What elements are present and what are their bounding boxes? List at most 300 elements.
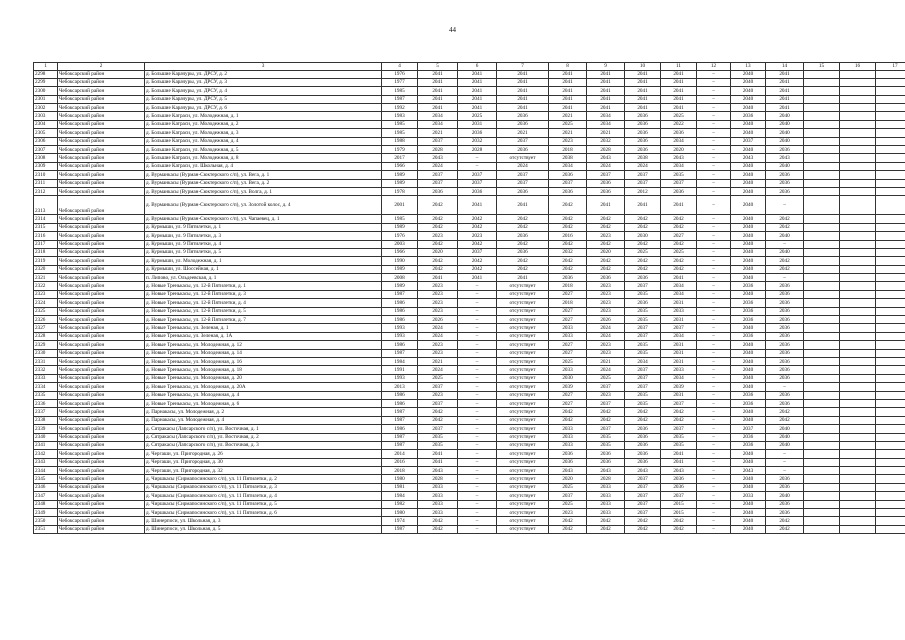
col-11-cell: 2042 — [661, 416, 697, 424]
empty-cell — [876, 248, 905, 256]
table-row — [34, 179, 905, 187]
address-cell: д. Сятракасы (Лапсарского с/п), ул. Восточная, д. 1 — [145, 425, 382, 433]
district-cell: Чебоксарский район — [58, 399, 145, 407]
address-cell: д. Вурманкасы (Вурман-Сюктерского с/п), ул. Золотой колос, д. 4 — [145, 196, 382, 215]
col-5-cell: 2041 — [418, 70, 458, 78]
col-5-cell: 2023 — [418, 349, 458, 357]
col-9-cell: 2023 — [587, 349, 625, 357]
address-cell: д. Курмыши, ул. Шоссейная, д. 1 — [145, 265, 382, 273]
empty-cell — [804, 416, 840, 424]
col-12-cell: – — [697, 104, 731, 112]
col-13-cell: 2040 — [731, 223, 766, 231]
year-built-cell: 1981 — [382, 483, 418, 491]
col-8-cell: 2027 — [549, 349, 587, 357]
empty-cell — [804, 95, 840, 103]
col-14-cell: 2036 — [766, 316, 804, 324]
empty-cell — [840, 232, 876, 240]
address-cell: д. Большие Катраси, ул. Молодежная, д. 1 — [145, 112, 382, 120]
col-12-cell: – — [697, 332, 731, 340]
col-14-cell: 2040 — [766, 120, 804, 128]
row-number-cell: 2324 — [34, 299, 58, 307]
col-8-cell: 2041 — [549, 78, 587, 86]
col-10-cell: 2025 — [625, 248, 661, 256]
col-11-cell: 2042 — [661, 223, 697, 231]
col-5-cell: 2023 — [418, 391, 458, 399]
address-cell: д. Большие Карачуры, ул. ДРСУ, д. 6 — [145, 104, 382, 112]
col-7-cell: 2021 — [497, 129, 549, 137]
col-7-cell: 2042 — [497, 215, 549, 223]
col-13-cell: 2037 — [731, 137, 766, 145]
col-8-cell: 2038 — [549, 154, 587, 162]
col-7-cell: отсутствует — [497, 299, 549, 307]
address-cell: д. Чиршкасы (Сирмапосинского с/п), ул. 11 Пятилетки, д. 6 — [145, 509, 382, 517]
empty-cell — [804, 146, 840, 154]
col-13-cell: 2036 — [731, 332, 766, 340]
empty-cell — [840, 341, 876, 349]
col-5-cell: 2041 — [418, 274, 458, 282]
col-6-cell: – — [458, 475, 497, 483]
empty-cell — [876, 215, 905, 223]
year-built-cell: 1983 — [382, 112, 418, 120]
district-cell: Чебоксарский район — [58, 265, 145, 273]
empty-cell — [840, 129, 876, 137]
empty-cell — [876, 433, 905, 441]
year-built-cell: 1986 — [382, 391, 418, 399]
table-row — [34, 467, 905, 475]
row-number-cell: 2351 — [34, 525, 58, 533]
empty-cell — [876, 483, 905, 491]
col-11-cell: 2042 — [661, 265, 697, 273]
row-number-cell: 2342 — [34, 450, 58, 458]
empty-cell — [804, 257, 840, 265]
empty-cell — [876, 265, 905, 273]
col-11-cell: 2035 — [661, 433, 697, 441]
col-11-cell: 2034 — [661, 332, 697, 340]
address-cell: д. Вурманкасы (Вурман-Сюктерского с/п), ул. Чапаевец, д. 1 — [145, 215, 382, 223]
address-cell: д. Новые Тренькасы, ул. 12-й Пятилетки, д. 4 — [145, 299, 382, 307]
col-7-cell: отсутствует — [497, 458, 549, 466]
district-cell: Чебоксарский район — [58, 196, 145, 215]
col-13-cell: 2043 — [731, 467, 766, 475]
empty-cell — [840, 349, 876, 357]
district-cell: Чебоксарский район — [58, 70, 145, 78]
empty-cell — [840, 324, 876, 332]
col-10-cell: 2030 — [625, 232, 661, 240]
col-13-cell: 2036 — [731, 391, 766, 399]
empty-cell — [804, 299, 840, 307]
col-11-cell: 2037 — [661, 492, 697, 500]
col-14-cell: 2036 — [766, 324, 804, 332]
empty-cell — [840, 425, 876, 433]
col-6-cell: 2042 — [458, 223, 497, 231]
empty-cell — [840, 257, 876, 265]
col-11-cell: 2015 — [661, 500, 697, 508]
col-11-cell: 2022 — [661, 120, 697, 128]
col-5-cell: 2036 — [418, 187, 458, 195]
col-8-cell: 2037 — [549, 492, 587, 500]
col-6-cell: 2025 — [458, 112, 497, 120]
address-cell: д. Курмыши, ул. 9 Пятилетки, д. 4 — [145, 240, 382, 248]
col-7-cell: отсутствует — [497, 433, 549, 441]
col-11-cell: 2041 — [661, 458, 697, 466]
table-row — [34, 187, 905, 195]
col-8-cell: 2018 — [549, 299, 587, 307]
col-10-cell: 2036 — [625, 112, 661, 120]
col-9-cell: 2026 — [587, 316, 625, 324]
col-6-cell: 2042 — [458, 257, 497, 265]
col-13-cell: 2040 — [731, 120, 766, 128]
col-12-cell: – — [697, 374, 731, 382]
empty-cell — [840, 358, 876, 366]
district-cell: Чебоксарский район — [58, 87, 145, 95]
table-row — [34, 196, 905, 215]
col-9-cell: 2042 — [587, 416, 625, 424]
address-cell: д. Новые Тренькасы, ул. Молодежная, д. 12 — [145, 341, 382, 349]
col-14-cell: 2042 — [766, 517, 804, 525]
col-8-cell: 2023 — [549, 509, 587, 517]
col-13-cell: 2040 — [731, 78, 766, 86]
empty-cell — [804, 112, 840, 120]
col-13-cell: 2036 — [731, 316, 766, 324]
district-cell: Чебоксарский район — [58, 146, 145, 154]
empty-cell — [840, 416, 876, 424]
empty-cell — [840, 517, 876, 525]
address-cell: д. Новые Тренькасы, ул. 12-й Пятилетки, д. 1 — [145, 282, 382, 290]
district-cell: Чебоксарский район — [58, 467, 145, 475]
col-14-cell: 2040 — [766, 162, 804, 170]
col-9-cell: 2036 — [587, 450, 625, 458]
column-number-cell: 1 — [34, 63, 58, 71]
col-7-cell: 2036 — [497, 232, 549, 240]
col-13-cell: 2033 — [731, 492, 766, 500]
col-8-cell: 2039 — [549, 383, 587, 391]
empty-cell — [876, 146, 905, 154]
col-5-cell: 2026 — [418, 316, 458, 324]
year-built-cell: 1987 — [382, 525, 418, 533]
empty-cell — [876, 120, 905, 128]
col-13-cell: 2040 — [731, 517, 766, 525]
empty-cell — [804, 162, 840, 170]
row-number-cell: 2307 — [34, 146, 58, 154]
year-built-cell: 1993 — [382, 324, 418, 332]
empty-cell — [804, 475, 840, 483]
col-10-cell: 2036 — [625, 450, 661, 458]
address-cell: д. Новые Тренькасы, ул. Зеленая, д. 1А — [145, 332, 382, 340]
empty-cell — [804, 240, 840, 248]
col-11-cell: 2034 — [661, 162, 697, 170]
empty-cell — [840, 215, 876, 223]
col-12-cell: – — [697, 120, 731, 128]
empty-cell — [876, 154, 905, 162]
col-9-cell: 2033 — [587, 492, 625, 500]
col-7-cell: отсутствует — [497, 316, 549, 324]
col-7-cell: отсутствует — [497, 408, 549, 416]
col-5-cell: 2043 — [418, 154, 458, 162]
col-14-cell: 2041 — [766, 70, 804, 78]
table-row — [34, 70, 905, 78]
address-cell: д. Курмыши, ул. 9 Пятилетки, д. 1 — [145, 223, 382, 231]
district-cell: Чебоксарский район — [58, 458, 145, 466]
col-7-cell: 2042 — [497, 240, 549, 248]
col-7-cell: отсутствует — [497, 332, 549, 340]
col-13-cell: 2040 — [731, 408, 766, 416]
year-built-cell: 1986 — [382, 299, 418, 307]
district-cell: Чебоксарский район — [58, 525, 145, 533]
col-6-cell: – — [458, 391, 497, 399]
year-built-cell: 2013 — [382, 383, 418, 391]
col-12-cell: – — [697, 467, 731, 475]
col-11-cell: 2037 — [661, 179, 697, 187]
column-number-cell: 14 — [766, 63, 804, 71]
year-built-cell: 1987 — [382, 290, 418, 298]
col-13-cell: 2040 — [731, 187, 766, 195]
empty-cell — [876, 500, 905, 508]
district-cell: Чебоксарский район — [58, 332, 145, 340]
col-5-cell: 2023 — [418, 307, 458, 315]
table-row — [34, 458, 905, 466]
col-5-cell: 2024 — [418, 366, 458, 374]
col-6-cell: 2032 — [458, 137, 497, 145]
col-8-cell: 2018 — [549, 282, 587, 290]
col-6-cell: 2037 — [458, 179, 497, 187]
column-number-cell: 7 — [497, 63, 549, 71]
col-5-cell: 2042 — [418, 215, 458, 223]
col-10-cell: 2036 — [625, 120, 661, 128]
table-row — [34, 282, 905, 290]
col-14-cell: 2036 — [766, 282, 804, 290]
table-row — [34, 509, 905, 517]
empty-cell — [876, 475, 905, 483]
table-row — [34, 78, 905, 86]
col-11-cell: 2035 — [661, 171, 697, 179]
year-built-cell: 2017 — [382, 154, 418, 162]
table-row — [34, 137, 905, 145]
col-11-cell: 2036 — [661, 187, 697, 195]
col-8-cell: 2025 — [549, 500, 587, 508]
row-number-cell: 2301 — [34, 95, 58, 103]
row-number-cell: 2304 — [34, 120, 58, 128]
col-12-cell: – — [697, 475, 731, 483]
district-cell: Чебоксарский район — [58, 240, 145, 248]
empty-cell — [804, 458, 840, 466]
col-6-cell: – — [458, 517, 497, 525]
empty-cell — [804, 408, 840, 416]
col-14-cell: 2042 — [766, 525, 804, 533]
year-built-cell: 1985 — [382, 87, 418, 95]
empty-cell — [840, 509, 876, 517]
col-9-cell: 2034 — [587, 120, 625, 128]
empty-cell — [840, 399, 876, 407]
year-built-cell: 1977 — [382, 78, 418, 86]
col-8-cell: 2025 — [549, 483, 587, 491]
col-11-cell: 2020 — [661, 146, 697, 154]
empty-cell — [876, 95, 905, 103]
table-row — [34, 349, 905, 357]
col-14-cell: 2040 — [766, 112, 804, 120]
row-number-cell: 2319 — [34, 257, 58, 265]
col-8-cell: 2033 — [549, 366, 587, 374]
col-13-cell: 2040 — [731, 324, 766, 332]
col-8-cell: 2021 — [549, 129, 587, 137]
col-12-cell: – — [697, 129, 731, 137]
empty-cell — [876, 467, 905, 475]
col-7-cell: отсутствует — [497, 366, 549, 374]
row-number-cell: 2302 — [34, 104, 58, 112]
table-row — [34, 290, 905, 298]
table-row — [34, 120, 905, 128]
empty-cell — [840, 154, 876, 162]
district-cell: Чебоксарский район — [58, 248, 145, 256]
column-number-cell: 11 — [661, 63, 697, 71]
empty-cell — [804, 265, 840, 273]
col-6-cell: – — [458, 299, 497, 307]
col-5-cell: 2024 — [418, 324, 458, 332]
col-7-cell: отсутствует — [497, 290, 549, 298]
col-14-cell: 2036 — [766, 187, 804, 195]
col-5-cell: 2043 — [418, 467, 458, 475]
col-12-cell: – — [697, 391, 731, 399]
col-9-cell: 2036 — [587, 187, 625, 195]
col-5-cell: 2023 — [418, 290, 458, 298]
col-10-cell: 2037 — [625, 383, 661, 391]
empty-cell — [876, 492, 905, 500]
address-cell: д. Новые Тренькасы, ул. Молодежная, д. 4 — [145, 391, 382, 399]
col-5-cell: 2033 — [418, 500, 458, 508]
col-10-cell: 2035 — [625, 391, 661, 399]
empty-cell — [876, 87, 905, 95]
year-built-cell: 1993 — [382, 332, 418, 340]
col-7-cell: отсутствует — [497, 383, 549, 391]
col-12-cell: – — [697, 307, 731, 315]
col-6-cell: – — [458, 500, 497, 508]
empty-cell — [840, 95, 876, 103]
year-built-cell: 1992 — [382, 104, 418, 112]
empty-cell — [804, 187, 840, 195]
col-6-cell: 2041 — [458, 274, 497, 282]
col-5-cell: 2042 — [418, 525, 458, 533]
col-7-cell: отсутствует — [497, 425, 549, 433]
district-cell: Чебоксарский район — [58, 391, 145, 399]
empty-cell — [804, 78, 840, 86]
col-14-cell: 2036 — [766, 307, 804, 315]
empty-cell — [840, 383, 876, 391]
year-built-cell: 1966 — [382, 162, 418, 170]
col-13-cell: 2040 — [731, 525, 766, 533]
empty-cell — [804, 87, 840, 95]
district-cell: Чебоксарский район — [58, 366, 145, 374]
empty-cell — [840, 525, 876, 533]
empty-cell — [840, 467, 876, 475]
empty-cell — [840, 366, 876, 374]
col-7-cell: 2037 — [497, 137, 549, 145]
col-12-cell: – — [697, 171, 731, 179]
district-cell: Чебоксарский район — [58, 492, 145, 500]
empty-cell — [840, 137, 876, 145]
address-cell: д. Вурманкасы (Вурман-Сюктерского с/п), ул. Волга, д. 1 — [145, 187, 382, 195]
year-built-cell: 1990 — [382, 257, 418, 265]
table-row — [34, 274, 905, 282]
empty-cell — [804, 332, 840, 340]
col-6-cell: 2037 — [458, 248, 497, 256]
empty-cell — [876, 358, 905, 366]
col-12-cell: – — [697, 240, 731, 248]
col-8-cell: 2041 — [549, 95, 587, 103]
district-cell: Чебоксарский район — [58, 154, 145, 162]
district-cell: Чебоксарский район — [58, 358, 145, 366]
col-7-cell: 2041 — [497, 87, 549, 95]
table-row — [34, 399, 905, 407]
empty-cell — [804, 492, 840, 500]
address-cell: д. Курмыши, ул. Молодежная, д. 1 — [145, 257, 382, 265]
col-8-cell: 2042 — [549, 215, 587, 223]
col-11-cell: 2036 — [661, 129, 697, 137]
col-8-cell: 2030 — [549, 374, 587, 382]
col-9-cell: 2037 — [587, 425, 625, 433]
table-row — [34, 366, 905, 374]
col-5-cell: 2037 — [418, 179, 458, 187]
year-built-cell: 1987 — [382, 349, 418, 357]
empty-cell — [804, 425, 840, 433]
row-number-cell: 2300 — [34, 87, 58, 95]
col-7-cell: отсутствует — [497, 450, 549, 458]
address-cell: п. Липово, ул. Ольдеевская, д. 1 — [145, 274, 382, 282]
district-cell: Чебоксарский район — [58, 290, 145, 298]
empty-cell — [804, 232, 840, 240]
col-12-cell: – — [697, 425, 731, 433]
year-built-cell: 1980 — [382, 509, 418, 517]
col-10-cell: 2038 — [625, 154, 661, 162]
year-built-cell: 1986 — [382, 399, 418, 407]
year-built-cell: 1987 — [382, 416, 418, 424]
col-9-cell: 2037 — [587, 383, 625, 391]
col-13-cell: 2040 — [731, 475, 766, 483]
col-13-cell: 2040 — [731, 366, 766, 374]
col-8-cell: 2036 — [549, 450, 587, 458]
empty-cell — [840, 316, 876, 324]
empty-cell — [876, 307, 905, 315]
district-cell: Чебоксарский район — [58, 509, 145, 517]
col-12-cell: – — [697, 95, 731, 103]
col-12-cell: – — [697, 215, 731, 223]
col-14-cell: 2040 — [766, 433, 804, 441]
table-row — [34, 223, 905, 231]
empty-cell — [876, 104, 905, 112]
empty-cell — [840, 274, 876, 282]
col-10-cell: 2035 — [625, 341, 661, 349]
row-number-cell: 2333 — [34, 374, 58, 382]
col-12-cell: – — [697, 349, 731, 357]
col-9-cell: 2037 — [587, 171, 625, 179]
col-7-cell: 2042 — [497, 223, 549, 231]
table-row — [34, 391, 905, 399]
col-13-cell: 2040 — [731, 95, 766, 103]
col-9-cell: 2043 — [587, 467, 625, 475]
col-5-cell: 2023 — [418, 282, 458, 290]
empty-cell — [804, 341, 840, 349]
col-8-cell: 2027 — [549, 399, 587, 407]
row-number-cell: 2309 — [34, 162, 58, 170]
col-11-cell: 2034 — [661, 282, 697, 290]
col-7-cell: отсутствует — [497, 416, 549, 424]
col-6-cell: 2042 — [458, 215, 497, 223]
col-7-cell: 2042 — [497, 265, 549, 273]
col-10-cell: 2042 — [625, 265, 661, 273]
col-12-cell: – — [697, 341, 731, 349]
col-13-cell: 2040 — [731, 374, 766, 382]
col-9-cell: 2028 — [587, 146, 625, 154]
address-cell: д. Большие Карачуры, ул. ДРСУ, д. 5 — [145, 95, 382, 103]
col-5-cell: 2028 — [418, 146, 458, 154]
